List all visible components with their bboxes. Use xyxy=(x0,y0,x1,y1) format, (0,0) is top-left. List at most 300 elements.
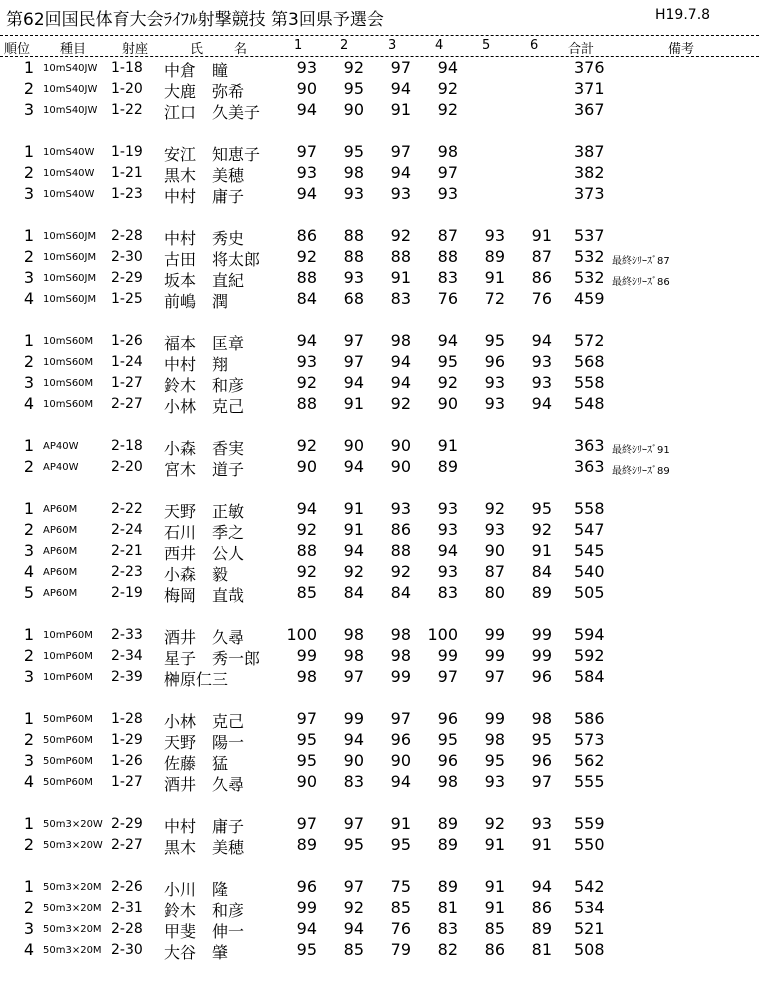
family-name-cell: 福本 xyxy=(164,334,197,353)
series-2-score: 91 xyxy=(343,520,364,539)
series-2-score: 98 xyxy=(343,163,364,182)
series-2-score: 95 xyxy=(343,142,364,161)
rank-cell: 2 xyxy=(23,835,34,854)
family-name-cell: 中村 xyxy=(164,229,197,248)
rank-cell: 3 xyxy=(23,184,34,203)
series-6-score: 92 xyxy=(531,520,552,539)
series-1-score: 88 xyxy=(296,541,317,560)
series-2-score: 88 xyxy=(343,247,364,266)
series-2-score: 97 xyxy=(343,877,364,896)
header-name-1: 氏 xyxy=(190,42,204,57)
total-score: 367 xyxy=(574,100,605,119)
family-name-cell: 天野 xyxy=(164,733,197,752)
rank-cell: 3 xyxy=(23,919,34,938)
event-cell: 50mP60M xyxy=(43,756,93,767)
series-6-score: 96 xyxy=(531,751,552,770)
lane-cell: 2-39 xyxy=(111,669,143,685)
rank-cell: 1 xyxy=(23,226,34,245)
lane-cell: 2-27 xyxy=(111,837,143,853)
event-cell: 50m3×20M xyxy=(43,924,102,935)
event-cell: AP60M xyxy=(43,525,78,536)
series-3-score: 94 xyxy=(390,352,411,371)
family-name-cell: 鈴木 xyxy=(164,901,197,920)
rank-cell: 3 xyxy=(23,268,34,287)
total-score: 545 xyxy=(574,541,605,560)
lane-cell: 2-20 xyxy=(111,459,143,475)
series-2-score: 98 xyxy=(343,625,364,644)
header-lane: 射座 xyxy=(122,42,149,57)
remarks-cell: 最終ｼﾘｰｽﾞ87 xyxy=(612,256,670,267)
given-name-cell: 陽一 xyxy=(212,733,245,752)
total-score: 363 xyxy=(574,457,605,476)
total-score: 508 xyxy=(574,940,605,959)
total-score: 540 xyxy=(574,562,605,581)
series-2-score: 94 xyxy=(343,919,364,938)
given-name-cell: 久尋 xyxy=(212,628,245,647)
series-4-score: 93 xyxy=(437,184,458,203)
given-name-cell: 秀一郎 xyxy=(212,649,261,668)
header-rank: 順位 xyxy=(4,42,31,57)
document-title: 第62回国民体育大会ﾗｲﾌﾙ射撃競技 第3回県予選会 xyxy=(6,10,384,30)
given-name-cell: 季之 xyxy=(212,523,245,542)
lane-cell: 2-34 xyxy=(111,648,143,664)
given-name-cell: 猛 xyxy=(212,754,229,773)
series-4-score: 98 xyxy=(437,142,458,161)
rank-cell: 3 xyxy=(23,541,34,560)
total-score: 363 xyxy=(574,436,605,455)
total-score: 542 xyxy=(574,877,605,896)
series-2-score: 97 xyxy=(343,331,364,350)
event-cell: 10mP60M xyxy=(43,651,93,662)
header-remarks: 備考 xyxy=(668,42,695,57)
event-cell: 10mS60JM xyxy=(43,294,97,305)
lane-cell: 2-30 xyxy=(111,249,143,265)
series-2-score: 90 xyxy=(343,100,364,119)
lane-cell: 2-29 xyxy=(111,270,143,286)
series-5-score: 93 xyxy=(484,226,505,245)
total-score: 592 xyxy=(574,646,605,665)
rank-cell: 4 xyxy=(23,940,34,959)
total-score: 586 xyxy=(574,709,605,728)
total-score: 371 xyxy=(574,79,605,98)
series-3-score: 76 xyxy=(390,919,411,938)
series-4-score: 83 xyxy=(437,583,458,602)
total-score: 505 xyxy=(574,583,605,602)
given-name-cell: 隆 xyxy=(212,880,229,899)
series-1-score: 92 xyxy=(296,562,317,581)
remarks-cell: 最終ｼﾘｰｽﾞ89 xyxy=(612,466,670,477)
series-2-score: 83 xyxy=(343,772,364,791)
series-5-score: 92 xyxy=(484,499,505,518)
family-name-cell: 大鹿 xyxy=(164,82,197,101)
series-2-score: 84 xyxy=(343,583,364,602)
header-series-5: 5 xyxy=(482,38,491,53)
total-score: 548 xyxy=(574,394,605,413)
rank-cell: 3 xyxy=(23,667,34,686)
given-name-cell: 香実 xyxy=(212,439,245,458)
series-4-score: 97 xyxy=(437,163,458,182)
series-5-score: 96 xyxy=(484,352,505,371)
remarks-cell: 最終ｼﾘｰｽﾞ91 xyxy=(612,445,670,456)
series-5-score: 80 xyxy=(484,583,505,602)
series-3-score: 93 xyxy=(390,499,411,518)
series-1-score: 94 xyxy=(296,331,317,350)
event-cell: AP60M xyxy=(43,546,78,557)
series-4-score: 90 xyxy=(437,394,458,413)
header-series-2: 2 xyxy=(340,38,349,53)
series-5-score: 91 xyxy=(484,877,505,896)
series-2-score: 91 xyxy=(343,499,364,518)
series-2-score: 93 xyxy=(343,184,364,203)
series-5-score: 93 xyxy=(484,394,505,413)
series-4-score: 96 xyxy=(437,709,458,728)
series-2-score: 94 xyxy=(343,457,364,476)
rank-cell: 1 xyxy=(23,436,34,455)
lane-cell: 1-25 xyxy=(111,291,143,307)
lane-cell: 2-31 xyxy=(111,900,143,916)
series-1-score: 90 xyxy=(296,772,317,791)
series-2-score: 98 xyxy=(343,646,364,665)
series-1-score: 94 xyxy=(296,499,317,518)
lane-cell: 2-23 xyxy=(111,564,143,580)
event-cell: 10mS40W xyxy=(43,189,95,200)
given-name-cell: 瞳 xyxy=(212,61,229,80)
series-5-score: 92 xyxy=(484,814,505,833)
family-name-cell: 甲斐 xyxy=(164,922,197,941)
event-cell: AP40W xyxy=(43,441,79,452)
total-score: 573 xyxy=(574,730,605,749)
series-4-score: 83 xyxy=(437,919,458,938)
series-5-score: 89 xyxy=(484,247,505,266)
series-5-score: 95 xyxy=(484,751,505,770)
header-series-4: 4 xyxy=(435,38,444,53)
series-5-score: 99 xyxy=(484,646,505,665)
series-3-score: 98 xyxy=(390,646,411,665)
family-name-cell: 黒木 xyxy=(164,166,197,185)
event-cell: 50mP60M xyxy=(43,714,93,725)
total-score: 594 xyxy=(574,625,605,644)
total-score: 559 xyxy=(574,814,605,833)
series-3-score: 92 xyxy=(390,226,411,245)
series-4-score: 93 xyxy=(437,499,458,518)
series-1-score: 85 xyxy=(296,583,317,602)
family-name-cell: 西井 xyxy=(164,544,197,563)
event-cell: 50mP60M xyxy=(43,735,93,746)
series-6-score: 91 xyxy=(531,226,552,245)
rank-cell: 4 xyxy=(23,394,34,413)
series-2-score: 94 xyxy=(343,373,364,392)
given-name-cell: 久尋 xyxy=(212,775,245,794)
series-4-score: 95 xyxy=(437,352,458,371)
series-5-score: 98 xyxy=(484,730,505,749)
series-4-score: 91 xyxy=(437,436,458,455)
family-name-cell: 天野 xyxy=(164,502,197,521)
event-cell: 50m3×20W xyxy=(43,840,103,851)
family-name-cell: 榊原仁三 xyxy=(164,670,229,689)
lane-cell: 2-28 xyxy=(111,228,143,244)
series-5-score: 93 xyxy=(484,520,505,539)
series-6-score: 76 xyxy=(531,289,552,308)
series-3-score: 90 xyxy=(390,751,411,770)
total-score: 387 xyxy=(574,142,605,161)
series-4-score: 88 xyxy=(437,247,458,266)
total-score: 521 xyxy=(574,919,605,938)
series-1-score: 99 xyxy=(296,898,317,917)
rank-cell: 2 xyxy=(23,520,34,539)
series-6-score: 91 xyxy=(531,541,552,560)
rank-cell: 2 xyxy=(23,79,34,98)
event-cell: 50m3×20W xyxy=(43,819,103,830)
series-1-score: 98 xyxy=(296,667,317,686)
given-name-cell: 久美子 xyxy=(212,103,261,122)
series-1-score: 93 xyxy=(296,58,317,77)
series-4-score: 89 xyxy=(437,877,458,896)
family-name-cell: 小林 xyxy=(164,397,197,416)
header-series-1: 1 xyxy=(294,38,303,53)
series-3-score: 92 xyxy=(390,394,411,413)
series-6-score: 99 xyxy=(531,646,552,665)
family-name-cell: 佐藤 xyxy=(164,754,197,773)
lane-cell: 2-19 xyxy=(111,585,143,601)
series-2-score: 97 xyxy=(343,667,364,686)
total-score: 558 xyxy=(574,373,605,392)
lane-cell: 1-23 xyxy=(111,186,143,202)
family-name-cell: 黒木 xyxy=(164,838,197,857)
rank-cell: 1 xyxy=(23,499,34,518)
header-series-6: 6 xyxy=(530,38,539,53)
family-name-cell: 小森 xyxy=(164,439,197,458)
series-4-score: 81 xyxy=(437,898,458,917)
series-1-score: 99 xyxy=(296,646,317,665)
event-cell: 10mS60M xyxy=(43,357,94,368)
series-1-score: 94 xyxy=(296,184,317,203)
series-6-score: 93 xyxy=(531,814,552,833)
series-2-score: 90 xyxy=(343,751,364,770)
given-name-cell: 直紀 xyxy=(212,271,245,290)
series-6-score: 86 xyxy=(531,268,552,287)
series-6-score: 95 xyxy=(531,499,552,518)
remarks-cell: 最終ｼﾘｰｽﾞ86 xyxy=(612,277,670,288)
lane-cell: 2-30 xyxy=(111,942,143,958)
series-3-score: 94 xyxy=(390,373,411,392)
lane-cell: 2-21 xyxy=(111,543,143,559)
rank-cell: 3 xyxy=(23,100,34,119)
series-1-score: 97 xyxy=(296,709,317,728)
rank-cell: 2 xyxy=(23,730,34,749)
event-cell: 10mS60JM xyxy=(43,273,97,284)
total-score: 373 xyxy=(574,184,605,203)
given-name-cell: 毅 xyxy=(212,565,229,584)
rank-cell: 3 xyxy=(23,751,34,770)
series-3-score: 79 xyxy=(390,940,411,959)
series-4-score: 89 xyxy=(437,835,458,854)
series-1-score: 92 xyxy=(296,247,317,266)
total-score: 382 xyxy=(574,163,605,182)
series-1-score: 93 xyxy=(296,163,317,182)
series-1-score: 94 xyxy=(296,919,317,938)
given-name-cell: 庸子 xyxy=(212,187,245,206)
family-name-cell: 古田 xyxy=(164,250,197,269)
series-3-score: 95 xyxy=(390,835,411,854)
rank-cell: 4 xyxy=(23,772,34,791)
total-score: 537 xyxy=(574,226,605,245)
series-5-score: 97 xyxy=(484,667,505,686)
series-4-score: 94 xyxy=(437,331,458,350)
lane-cell: 1-24 xyxy=(111,354,143,370)
rank-cell: 4 xyxy=(23,562,34,581)
series-4-score: 89 xyxy=(437,814,458,833)
family-name-cell: 中倉 xyxy=(164,61,197,80)
given-name-cell: 伸一 xyxy=(212,922,245,941)
series-2-score: 92 xyxy=(343,58,364,77)
series-2-score: 95 xyxy=(343,79,364,98)
family-name-cell: 石川 xyxy=(164,523,197,542)
series-5-score: 87 xyxy=(484,562,505,581)
family-name-cell: 酒井 xyxy=(164,775,197,794)
series-5-score: 91 xyxy=(484,835,505,854)
family-name-cell: 梅岡 xyxy=(164,586,197,605)
series-2-score: 85 xyxy=(343,940,364,959)
series-4-score: 82 xyxy=(437,940,458,959)
given-name-cell: 匡章 xyxy=(212,334,245,353)
series-2-score: 97 xyxy=(343,814,364,833)
event-cell: 50m3×20M xyxy=(43,903,102,914)
lane-cell: 2-33 xyxy=(111,627,143,643)
series-2-score: 91 xyxy=(343,394,364,413)
lane-cell: 2-28 xyxy=(111,921,143,937)
series-3-score: 91 xyxy=(390,814,411,833)
series-5-score: 91 xyxy=(484,898,505,917)
total-score: 534 xyxy=(574,898,605,917)
series-4-score: 95 xyxy=(437,730,458,749)
given-name-cell: 正敏 xyxy=(212,502,245,521)
event-cell: 10mS40W xyxy=(43,168,95,179)
series-1-score: 88 xyxy=(296,268,317,287)
series-1-score: 88 xyxy=(296,394,317,413)
given-name-cell: 翔 xyxy=(212,355,229,374)
series-1-score: 86 xyxy=(296,226,317,245)
given-name-cell: 直哉 xyxy=(212,586,245,605)
given-name-cell: 潤 xyxy=(212,292,229,311)
series-4-score: 92 xyxy=(437,79,458,98)
series-1-score: 97 xyxy=(296,142,317,161)
series-3-score: 99 xyxy=(390,667,411,686)
header-top-rule xyxy=(0,35,759,36)
series-4-score: 83 xyxy=(437,268,458,287)
series-4-score: 93 xyxy=(437,520,458,539)
series-4-score: 93 xyxy=(437,562,458,581)
series-1-score: 95 xyxy=(296,940,317,959)
series-4-score: 94 xyxy=(437,58,458,77)
total-score: 555 xyxy=(574,772,605,791)
total-score: 459 xyxy=(574,289,605,308)
series-2-score: 68 xyxy=(343,289,364,308)
rank-cell: 1 xyxy=(23,877,34,896)
series-2-score: 94 xyxy=(343,730,364,749)
lane-cell: 1-19 xyxy=(111,144,143,160)
event-cell: 10mS60JM xyxy=(43,252,97,263)
given-name-cell: 克己 xyxy=(212,712,245,731)
rank-cell: 1 xyxy=(23,58,34,77)
rank-cell: 3 xyxy=(23,373,34,392)
series-3-score: 91 xyxy=(390,268,411,287)
series-1-score: 95 xyxy=(296,730,317,749)
given-name-cell: 和彦 xyxy=(212,901,245,920)
rank-cell: 2 xyxy=(23,247,34,266)
series-6-score: 94 xyxy=(531,394,552,413)
rank-cell: 1 xyxy=(23,709,34,728)
series-3-score: 90 xyxy=(390,457,411,476)
series-2-score: 90 xyxy=(343,436,364,455)
family-name-cell: 大谷 xyxy=(164,943,197,962)
series-1-score: 84 xyxy=(296,289,317,308)
lane-cell: 1-20 xyxy=(111,81,143,97)
series-5-score: 85 xyxy=(484,919,505,938)
series-1-score: 97 xyxy=(296,814,317,833)
lane-cell: 1-29 xyxy=(111,732,143,748)
event-cell: AP40W xyxy=(43,462,79,473)
series-6-score: 84 xyxy=(531,562,552,581)
lane-cell: 2-27 xyxy=(111,396,143,412)
rank-cell: 1 xyxy=(23,331,34,350)
series-4-score: 97 xyxy=(437,667,458,686)
family-name-cell: 中村 xyxy=(164,817,197,836)
lane-cell: 1-21 xyxy=(111,165,143,181)
series-3-score: 94 xyxy=(390,79,411,98)
header-total: 合計 xyxy=(568,42,595,57)
event-cell: AP60M xyxy=(43,588,78,599)
series-3-score: 84 xyxy=(390,583,411,602)
rank-cell: 1 xyxy=(23,625,34,644)
series-1-score: 92 xyxy=(296,520,317,539)
total-score: 562 xyxy=(574,751,605,770)
lane-cell: 1-22 xyxy=(111,102,143,118)
series-3-score: 96 xyxy=(390,730,411,749)
series-3-score: 86 xyxy=(390,520,411,539)
rank-cell: 2 xyxy=(23,457,34,476)
total-score: 532 xyxy=(574,247,605,266)
rank-cell: 1 xyxy=(23,814,34,833)
series-5-score: 72 xyxy=(484,289,505,308)
header-name-2: 名 xyxy=(234,42,248,57)
family-name-cell: 中村 xyxy=(164,187,197,206)
total-score: 568 xyxy=(574,352,605,371)
header-event: 種目 xyxy=(60,42,87,57)
lane-cell: 1-28 xyxy=(111,711,143,727)
lane-cell: 2-24 xyxy=(111,522,143,538)
event-cell: 10mS60JM xyxy=(43,231,97,242)
family-name-cell: 前嶋 xyxy=(164,292,197,311)
header-bottom-rule xyxy=(0,56,759,57)
series-1-score: 92 xyxy=(296,373,317,392)
series-6-score: 95 xyxy=(531,730,552,749)
family-name-cell: 酒井 xyxy=(164,628,197,647)
series-4-score: 92 xyxy=(437,100,458,119)
given-name-cell: 美穂 xyxy=(212,166,245,185)
total-score: 532 xyxy=(574,268,605,287)
lane-cell: 1-27 xyxy=(111,375,143,391)
family-name-cell: 宮木 xyxy=(164,460,197,479)
series-1-score: 96 xyxy=(296,877,317,896)
event-cell: 10mP60M xyxy=(43,672,93,683)
given-name-cell: 道子 xyxy=(212,460,245,479)
series-5-score: 99 xyxy=(484,625,505,644)
series-6-score: 99 xyxy=(531,625,552,644)
event-cell: 10mS40JW xyxy=(43,84,98,95)
event-cell: 10mS60M xyxy=(43,399,94,410)
series-6-score: 89 xyxy=(531,583,552,602)
total-score: 584 xyxy=(574,667,605,686)
